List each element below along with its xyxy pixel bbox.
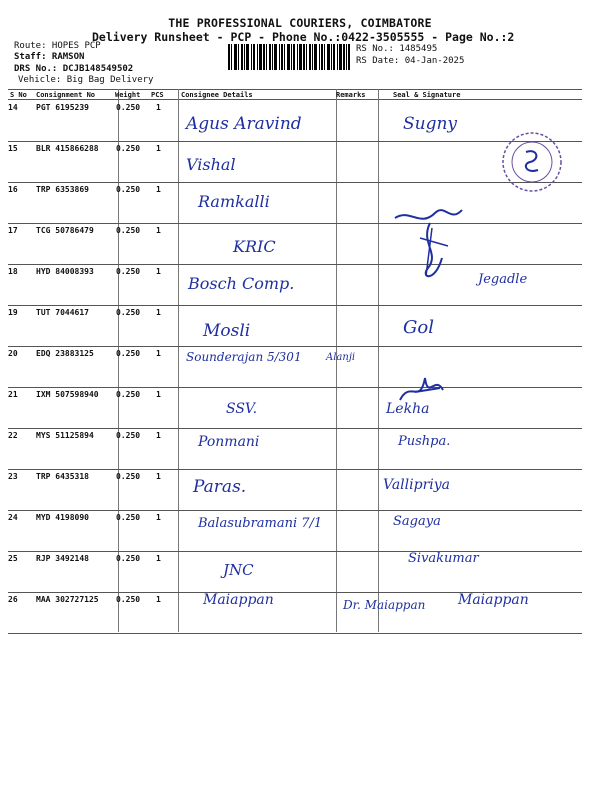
staff-label: Staff: RAMSON: [14, 52, 85, 62]
consignee-signature: Ramkalli: [198, 192, 270, 211]
row-serial-number: 24: [8, 513, 18, 522]
seal-signature: Gol: [403, 317, 434, 338]
row-serial-number: 23: [8, 472, 18, 481]
pieces-count: 1: [156, 103, 161, 112]
consignee-signature: Ponmani: [198, 434, 260, 450]
table-row: [8, 182, 582, 223]
scribble-signature-16-17: [390, 198, 470, 288]
consignee-signature: Bosch Comp.: [188, 274, 295, 293]
pieces-count: 1: [156, 431, 161, 440]
consignment-number: PGT 6195239: [36, 103, 89, 112]
seal-signature: Sugny: [403, 114, 458, 134]
table-row: [8, 469, 582, 510]
weight-value: 0.250: [116, 226, 141, 235]
consignment-number: RJP 3492148: [36, 554, 89, 563]
pieces-count: 1: [156, 267, 161, 276]
pieces-count: 1: [156, 349, 161, 358]
table-row: [8, 223, 582, 264]
runsheet-subtitle: Delivery Runsheet - PCP - Phone No.:0422-3505555 - Page No.:2: [92, 30, 515, 44]
weight-value: 0.250: [116, 144, 141, 153]
table-row: [8, 551, 582, 592]
weight-value: 0.250: [116, 185, 141, 194]
row-serial-number: 26: [8, 595, 18, 604]
seal-signature: Lekha: [386, 401, 430, 417]
consignee-signature: Maiappan: [203, 592, 274, 608]
table-row: [8, 305, 582, 346]
scribble-signature-20: [395, 370, 450, 410]
table-row: [8, 510, 582, 551]
table-row: [8, 387, 582, 428]
rs-number: RS No.: 1485495: [356, 44, 438, 54]
column-header-seal: Seal & Signature: [393, 91, 461, 99]
weight-value: 0.250: [116, 267, 141, 276]
weight-value: 0.250: [116, 513, 141, 522]
consignment-number: MYS 51125894: [36, 431, 94, 440]
consignee-signature: SSV.: [226, 401, 258, 417]
pieces-count: 1: [156, 595, 161, 604]
row-serial-number: 17: [8, 226, 18, 235]
weight-value: 0.250: [116, 390, 141, 399]
consignment-number: MAA 302727125: [36, 595, 99, 604]
column-header-remarks: Remarks: [336, 91, 366, 99]
pieces-count: 1: [156, 308, 161, 317]
consignee-signature: KRIC: [233, 237, 276, 256]
seal-signature: Jegadle: [478, 272, 528, 287]
pieces-count: 1: [156, 513, 161, 522]
consignment-number: TUT 7044617: [36, 308, 89, 317]
table-row: [8, 264, 582, 305]
consignment-number: IXM 507598940: [36, 390, 99, 399]
weight-value: 0.250: [116, 103, 141, 112]
row-serial-number: 14: [8, 103, 18, 112]
route-label: Route: HOPES PCP: [14, 41, 101, 51]
seal-signature: Sagaya: [393, 514, 441, 529]
seal-signature: Vallipriya: [383, 477, 450, 493]
company-seal-stamp: [500, 130, 564, 194]
column-header-sno: S No: [10, 91, 27, 99]
table-row: [8, 141, 582, 182]
column-header-weight: Weight: [115, 91, 141, 99]
consignee-signature: JNC: [223, 561, 254, 579]
consignment-number: TCG 50786479: [36, 226, 94, 235]
consignee-signature: Agus Aravind: [186, 114, 302, 134]
weight-value: 0.250: [116, 431, 141, 440]
pieces-count: 1: [156, 226, 161, 235]
consignee-signature: Vishal: [186, 155, 236, 174]
pieces-count: 1: [156, 144, 161, 153]
remarks-signature: Alanji: [326, 352, 356, 363]
weight-value: 0.250: [116, 308, 141, 317]
consignment-number: TRP 6435318: [36, 472, 89, 481]
row-serial-number: 21: [8, 390, 18, 399]
consignee-signature: Paras.: [193, 477, 247, 497]
consignment-number: BLR 415866288: [36, 144, 99, 153]
table-row: [8, 100, 582, 141]
consignee-signature: Sounderajan 5/301: [186, 350, 302, 364]
pieces-count: 1: [156, 185, 161, 194]
column-header-pcs: PCS: [151, 91, 164, 99]
weight-value: 0.250: [116, 595, 141, 604]
consignment-number: TRP 6353869: [36, 185, 89, 194]
consignment-number: HYD 84008393: [36, 267, 94, 276]
seal-signature: Sivakumar: [408, 551, 479, 566]
row-serial-number: 18: [8, 267, 18, 276]
column-header-consignment: Consignment No: [36, 91, 96, 99]
remarks-signature: Dr. Maiappan: [343, 598, 426, 612]
table-row: [8, 346, 582, 387]
consignment-number: MYD 4198090: [36, 513, 89, 522]
rs-date: RS Date: 04-Jan-2025: [356, 56, 465, 66]
table-row: [8, 428, 582, 469]
row-serial-number: 22: [8, 431, 18, 440]
vehicle-label: Vehicle: Big Bag Delivery: [18, 75, 154, 85]
seal-signature: Pushpa.: [398, 434, 451, 449]
row-serial-number: 19: [8, 308, 18, 317]
row-serial-number: 15: [8, 144, 18, 153]
column-header-consignee: Consignee Details: [181, 91, 253, 99]
pieces-count: 1: [156, 554, 161, 563]
weight-value: 0.250: [116, 349, 141, 358]
seal-signature: Maiappan: [458, 592, 529, 608]
consignee-signature: Mosli: [203, 321, 251, 341]
weight-value: 0.250: [116, 472, 141, 481]
weight-value: 0.250: [116, 554, 141, 563]
drs-number: DRS No.: DCJB148549502: [14, 64, 134, 74]
document-title: THE PROFESSIONAL COURIERS, COIMBATORE: [168, 16, 432, 30]
row-serial-number: 20: [8, 349, 18, 358]
row-serial-number: 25: [8, 554, 18, 563]
pieces-count: 1: [156, 390, 161, 399]
pieces-count: 1: [156, 472, 161, 481]
table-row: [8, 592, 582, 633]
barcode: [228, 44, 350, 70]
consignee-signature: Balasubramani 7/1: [198, 516, 323, 531]
row-serial-number: 16: [8, 185, 18, 194]
consignment-number: EDQ 23883125: [36, 349, 94, 358]
